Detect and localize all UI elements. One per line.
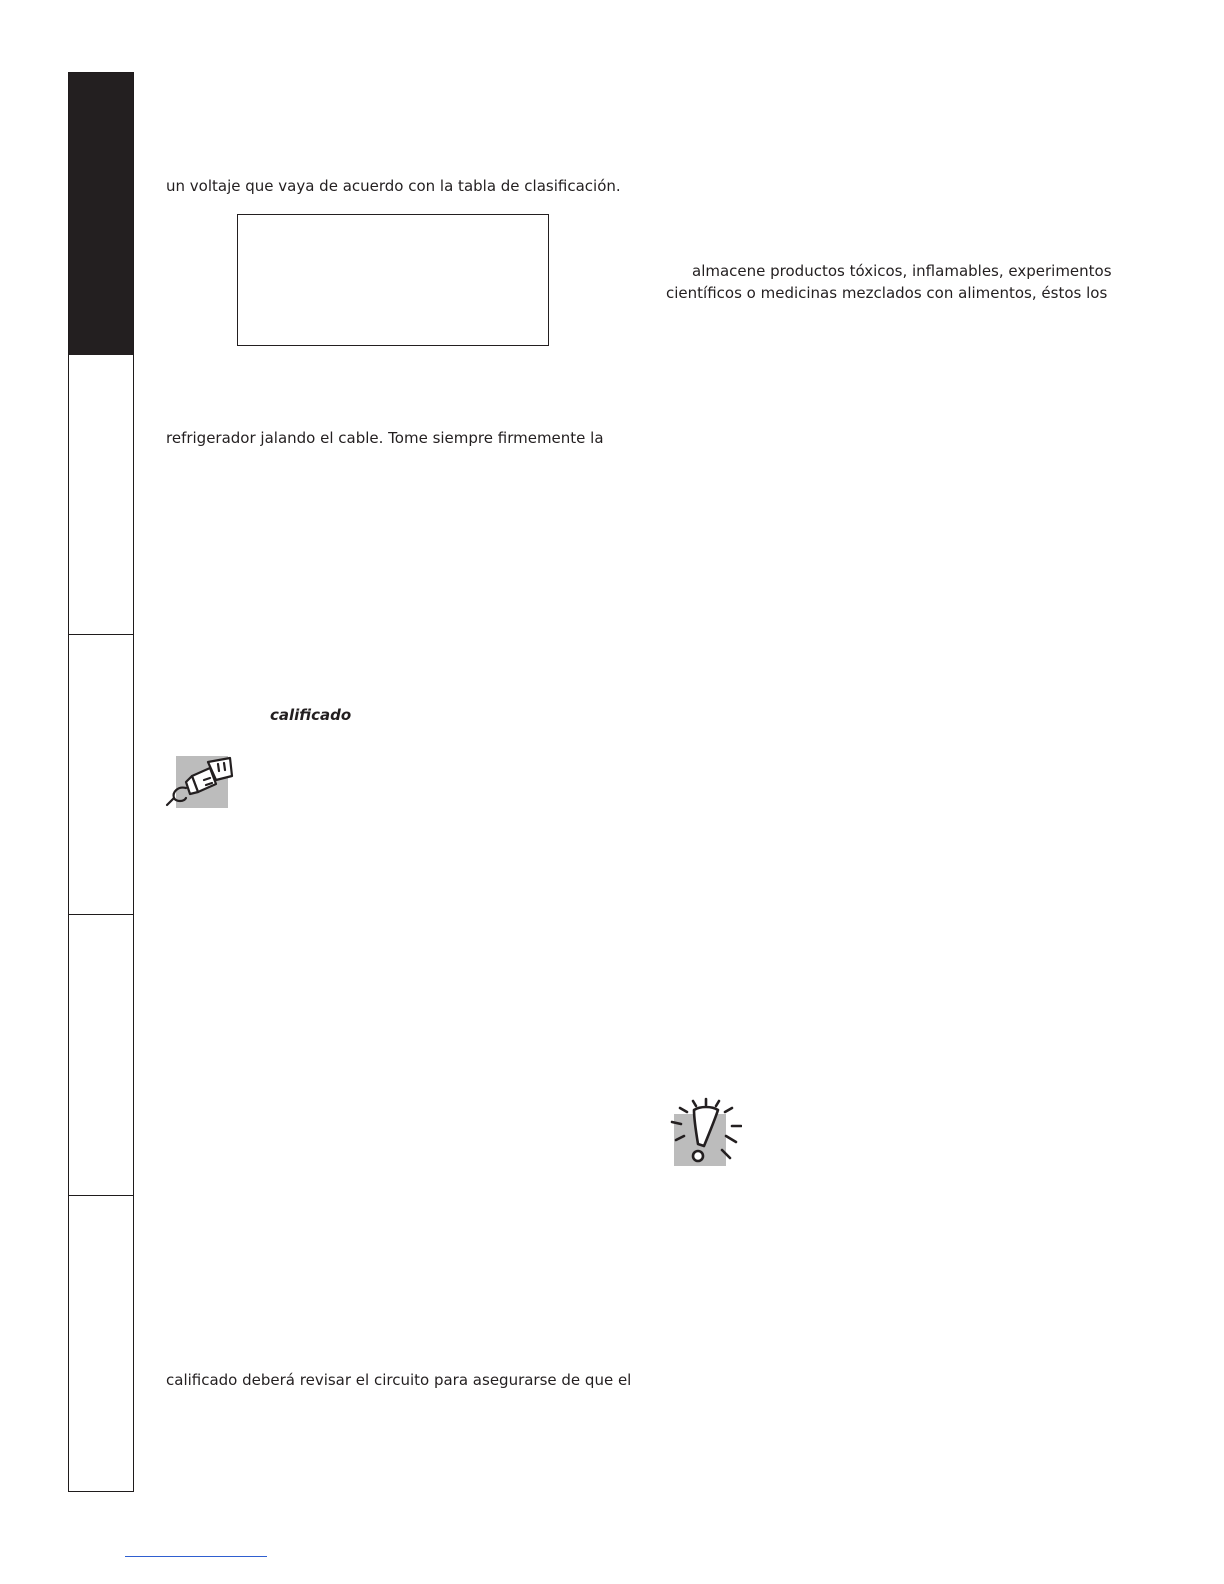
section-tab-active[interactable] [69, 73, 133, 355]
text-toxic-products: almacene productos tóxicos, inflamables, experimentos [692, 262, 1112, 280]
text-qualified-emphasis: calificado [270, 706, 352, 724]
section-tab-5[interactable] [69, 1196, 133, 1491]
section-tab-2[interactable] [69, 355, 133, 635]
rating-table-box [237, 214, 549, 346]
text-scientific-medicines: científicos o medicinas mezclados con alimentos, éstos los [666, 284, 1108, 302]
plug-icon [164, 754, 236, 810]
text-voltage-rating: un voltaje que vaya de acuerdo con la tabla de clasificación. [166, 177, 621, 195]
warning-icon [662, 1096, 742, 1170]
section-tab-3[interactable] [69, 635, 133, 915]
text-unplug-cord: refrigerador jalando el cable. Tome siempre firmemente la [166, 429, 604, 447]
footer-link-underline[interactable] [125, 1556, 267, 1557]
section-tab-4[interactable] [69, 915, 133, 1196]
text-circuit-check: calificado deberá revisar el circuito para asegurarse de que el [166, 1371, 632, 1389]
section-tab-bar [68, 72, 134, 1492]
